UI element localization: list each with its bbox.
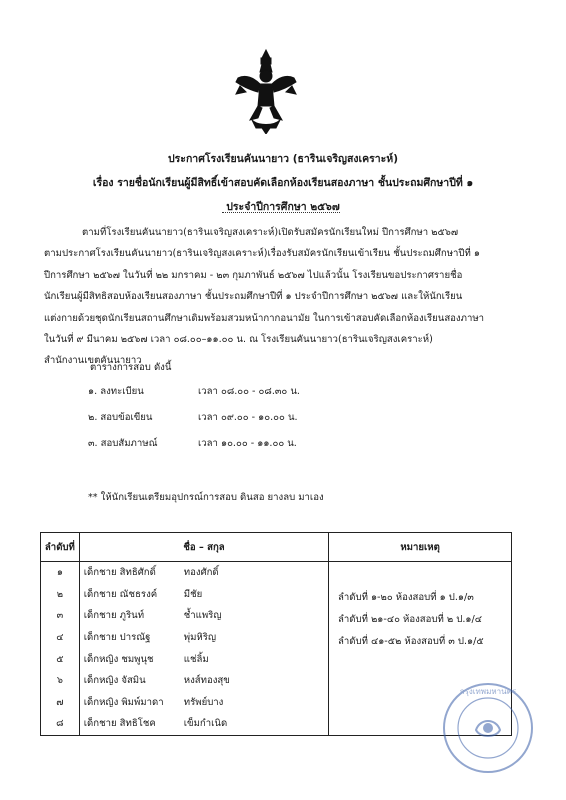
- last-name: แช่ลิ้ม: [183, 653, 209, 665]
- row-number: ๖: [41, 670, 80, 692]
- table-row: [41, 648, 512, 670]
- first-name: เด็กชาย ภูรินท์: [83, 610, 145, 622]
- row-name: [79, 627, 328, 649]
- last-name: ทองศักดิ์: [183, 567, 219, 579]
- exam-room-remark: ลำดับที่ ๑-๒๐ ห้องสอบที่ ๑ ป.๑/๓: [338, 592, 474, 603]
- row-remark: [329, 648, 512, 670]
- announcement-subject: เรื่อง รายชื่อนักเรียนผู้มีสิทธิ์เข้าสอบคัดเลือกห้องเรียนสองภาษา ชั้นประถมศึกษาปีที่ ๑: [92, 177, 474, 189]
- table-header-row: [41, 533, 512, 562]
- table-row: [41, 562, 512, 584]
- body-line: นักเรียนผู้มีสิทธิสอบห้องเรียนสองภาษา ชั้นประถมศึกษาปีที่ ๑ ประจำปีการศึกษา ๒๕๖๗ และให้นักเรียน: [44, 291, 463, 303]
- schedule-label: ๑. ลงทะเบียน: [88, 386, 144, 397]
- last-name: หงส์ทองสุข: [183, 675, 230, 687]
- schedule-item: [88, 436, 297, 451]
- last-name: ทรัพย์บาง: [183, 696, 224, 708]
- first-name: เด็กชาย ปารณัฐ: [83, 632, 151, 644]
- row-number: ๘: [41, 713, 80, 735]
- stamp-text: กรุงเทพมหานคร: [459, 687, 517, 696]
- schedule-time: เวลา ๐๙.๐๐ - ๑๐.๐๐ น.: [198, 412, 298, 423]
- row-name: [79, 562, 328, 584]
- row-name: [79, 713, 328, 735]
- header-name: ชื่อ – สกุล: [79, 533, 328, 562]
- row-name: [79, 605, 328, 627]
- row-name: [79, 584, 328, 606]
- official-stamp-icon: [440, 680, 536, 776]
- row-name: [79, 648, 328, 670]
- first-name: เด็กหญิง จัสมิน: [83, 675, 146, 687]
- first-name: เด็กชาย ณัชธรงค์: [83, 588, 158, 600]
- body-line: ในวันที่ ๙ มีนาคม ๒๕๖๗ เวลา ๐๘.๐๐–๑๑.๐๐ น. ณ โรงเรียนคันนายาว(ธารินเจริญสงเคราะห์): [44, 334, 433, 346]
- schedule-time: เวลา ๑๐.๐๐ - ๑๑.๐๐ น.: [198, 438, 297, 449]
- body-line: ตามประกาศโรงเรียนคันนายาว(ธารินเจริญสงเคราะห์)เรื่องรับสมัครนักเรียนเข้าเรียน ชั้นประถมศึกษาปีที่ ๑: [44, 248, 480, 260]
- row-number: ๗: [41, 692, 80, 714]
- academic-year-line: ประจำปีการศึกษา ๒๕๖๗: [226, 201, 340, 213]
- last-name: เข็มกำเนิด: [183, 718, 228, 730]
- row-remark: [329, 562, 512, 584]
- row-name: [79, 670, 328, 692]
- schedule-label: ๓. สอบสัมภาษณ์: [88, 438, 158, 449]
- row-number: ๔: [41, 627, 80, 649]
- first-name: เด็กชาย สิทธิศักดิ์: [83, 567, 156, 579]
- dotted-divider: [222, 212, 340, 213]
- last-name: ช้ำแพริญ: [183, 610, 222, 622]
- exam-room-remark: ลำดับที่ ๒๑-๔๐ ห้องสอบที่ ๒ ป.๑/๔: [338, 614, 482, 625]
- header-order: ลำดับที่: [41, 533, 80, 562]
- row-number: ๒: [41, 584, 80, 606]
- last-name: มีชัย: [183, 588, 203, 600]
- garuda-emblem-icon: [232, 48, 300, 134]
- body-line: ตามที่โรงเรียนคันนายาว(ธารินเจริญสงเคราะห์)เปิดรับสมัครนักเรียนใหม่ ปีการศึกษา ๒๕๖๗: [82, 227, 459, 238]
- body-line: ปีการศึกษา ๒๕๖๗ ในวันที่ ๒๒ มกราคม - ๒๓ กุมภาพันธ์ ๒๕๖๗ ไปแล้วนั้น โรงเรียนขอประกาศรายชื่อ: [44, 269, 463, 281]
- announcement-title: ประกาศโรงเรียนคันนายาว (ธารินเจริญสงเคราะห์): [168, 153, 398, 165]
- body-line: สำนักงานเขตคันนายาว: [44, 355, 142, 367]
- schedule-item: [88, 410, 298, 425]
- last-name: พุ่มหิริญ: [183, 632, 217, 644]
- schedule-item: [88, 384, 300, 399]
- announcement-body: [44, 222, 522, 372]
- row-number: ๓: [41, 605, 80, 627]
- first-name: เด็กชาย สิทธิโชค: [83, 718, 156, 730]
- schedule-time: เวลา ๐๘.๐๐ - ๐๘.๓๐ น.: [198, 386, 300, 397]
- first-name: เด็กหญิง ชมพูนุช: [83, 653, 154, 665]
- exam-room-remark: ลำดับที่ ๔๑-๕๒ ห้องสอบที่ ๓ ป.๑/๕: [338, 636, 484, 647]
- row-name: [79, 692, 328, 714]
- first-name: เด็กหญิง พิมพ์มาดา: [83, 696, 164, 708]
- equipment-note: ** ให้นักเรียนเตรียมอุปกรณ์การสอบ ดินสอ ยางลบ มาเอง: [88, 492, 324, 503]
- header-remark: หมายเหตุ: [329, 533, 512, 562]
- schedule-label: ๒. สอบข้อเขียน: [88, 412, 153, 423]
- row-number: ๑: [41, 562, 80, 584]
- row-number: ๕: [41, 648, 80, 670]
- body-line: แต่งกายด้วยชุดนักเรียนสถานศึกษาเดิมพร้อมสวมหน้ากากอนามัย ในการเข้าสอบคัดเลือกห้องเรียนสองภาษา: [44, 312, 485, 324]
- schedule-title: ตารางการสอบ ดังนี้: [90, 362, 172, 373]
